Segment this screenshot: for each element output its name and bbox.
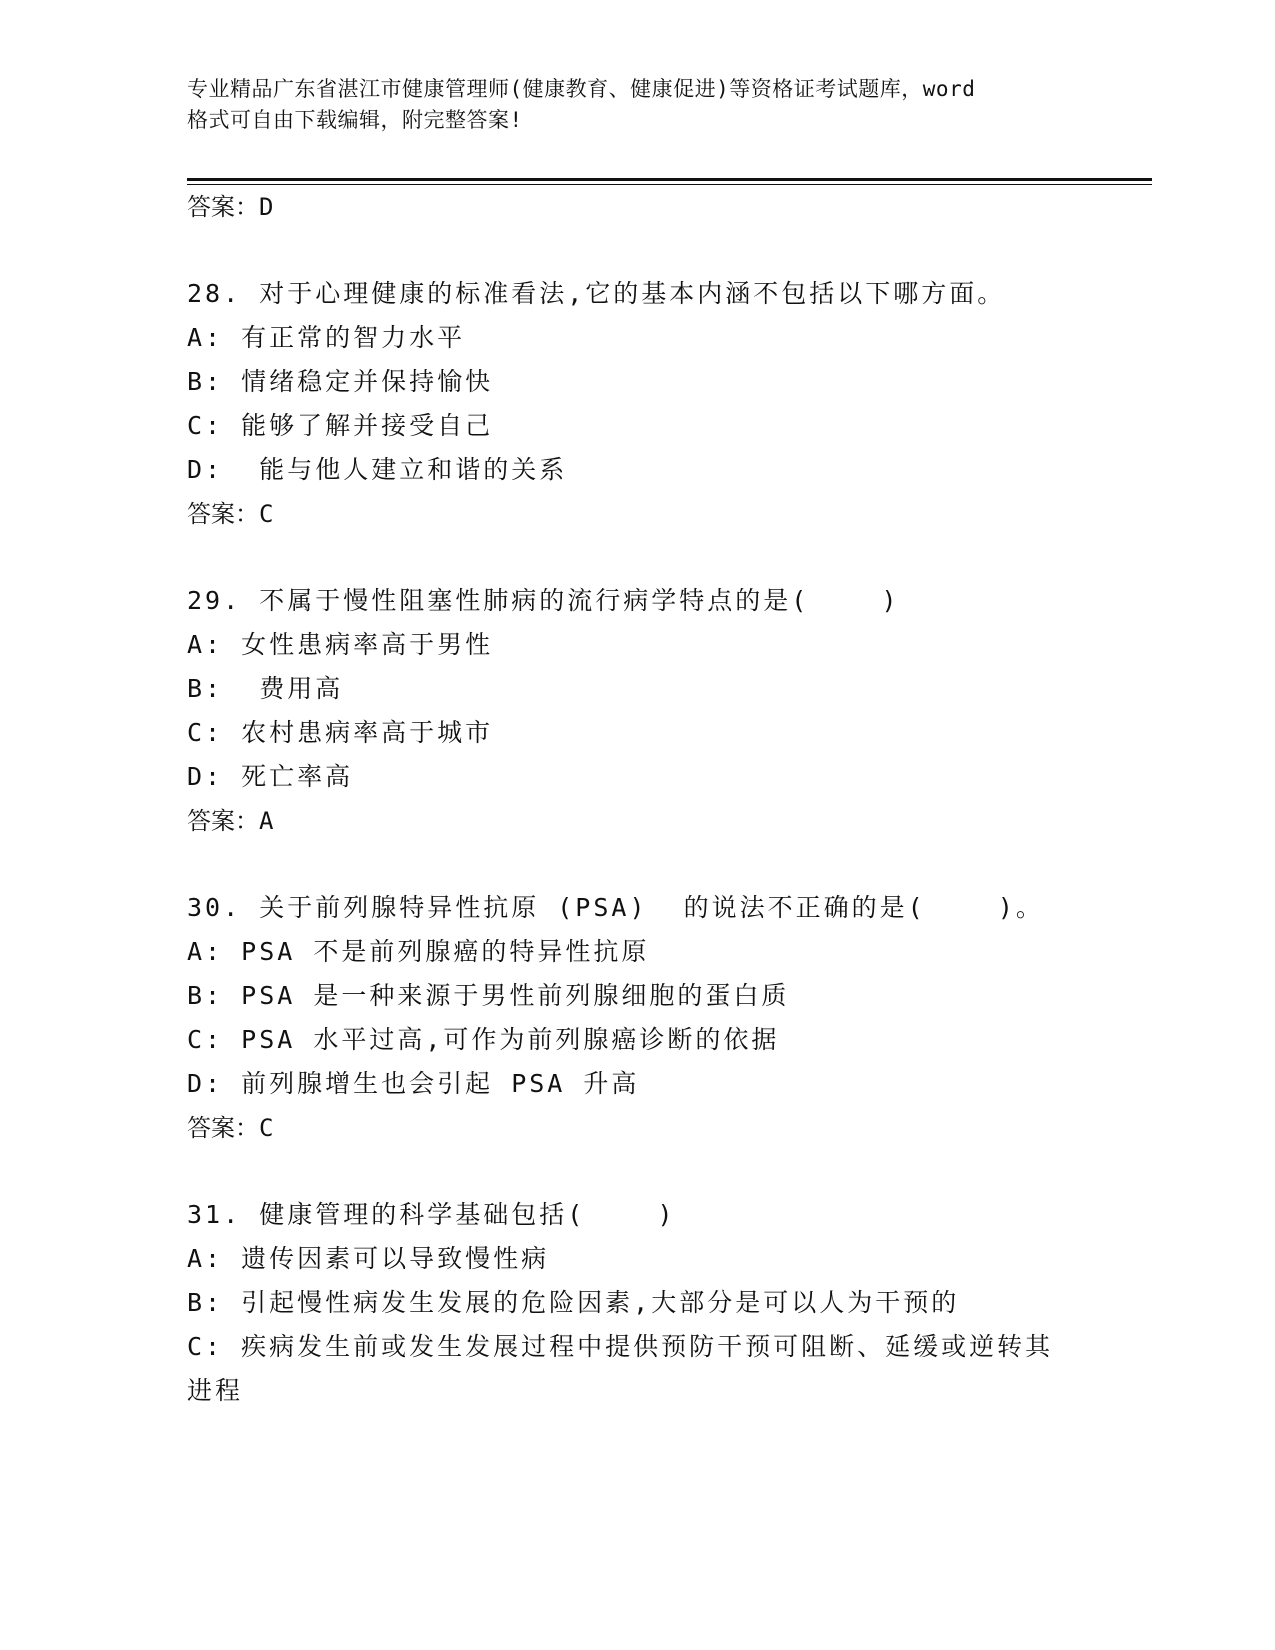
option-a: A: PSA 不是前列腺癌的特异性抗原 (187, 937, 650, 966)
question-stem: 31. 健康管理的科学基础包括( ) (187, 1200, 676, 1229)
answer-line: 答案：D (187, 193, 274, 221)
header-text (187, 74, 1087, 136)
option-d: D: 前列腺增生也会引起 PSA 升高 (187, 1069, 640, 1098)
header-rule-thin (187, 184, 1152, 185)
option-b: B: 情绪稳定并保持愉快 (187, 367, 494, 396)
option-d: D: 能与他人建立和谐的关系 (187, 455, 568, 484)
option-b: B: PSA 是一种来源于男性前列腺细胞的蛋白质 (187, 981, 790, 1010)
option-a: A: 女性患病率高于男性 (187, 630, 494, 659)
question-stem: 29. 不属于慢性阻塞性肺病的流行病学特点的是( ) (187, 586, 900, 615)
option-a: A: 遗传因素可以导致慢性病 (187, 1244, 550, 1273)
option-b: B: 引起慢性病发生发展的危险因素,大部分是可以人为干预的 (187, 1288, 960, 1317)
answer-line: 答案：C (187, 500, 274, 528)
option-c: C: 农村患病率高于城市 (187, 718, 494, 747)
answer-line: 答案：C (187, 1114, 274, 1142)
option-a: A: 有正常的智力水平 (187, 323, 466, 352)
option-c-continuation: 进程 (187, 1376, 244, 1405)
option-b: B: 费用高 (187, 674, 344, 703)
option-c: C: PSA 水平过高,可作为前列腺癌诊断的依据 (187, 1025, 780, 1054)
option-d: D: 死亡率高 (187, 762, 354, 791)
header-rule-thick (187, 178, 1152, 181)
option-c: C: 疾病发生前或发生发展过程中提供预防干预可阻断、延缓或逆转其 (187, 1332, 1054, 1361)
option-c: C: 能够了解并接受自己 (187, 411, 494, 440)
question-stem: 28. 对于心理健康的标准看法,它的基本内涵不包括以下哪方面。 (187, 279, 1006, 308)
question-stem: 30. 关于前列腺特异性抗原 (PSA) 的说法不正确的是( )。 (187, 893, 1044, 922)
answer-line: 答案：A (187, 807, 274, 835)
header-line-1: 专业精品广东省湛江市健康管理师(健康教育、健康促进)等资格证考试题库，word (187, 77, 976, 101)
header-line-2: 格式可自由下载编辑，附完整答案! (187, 108, 523, 132)
